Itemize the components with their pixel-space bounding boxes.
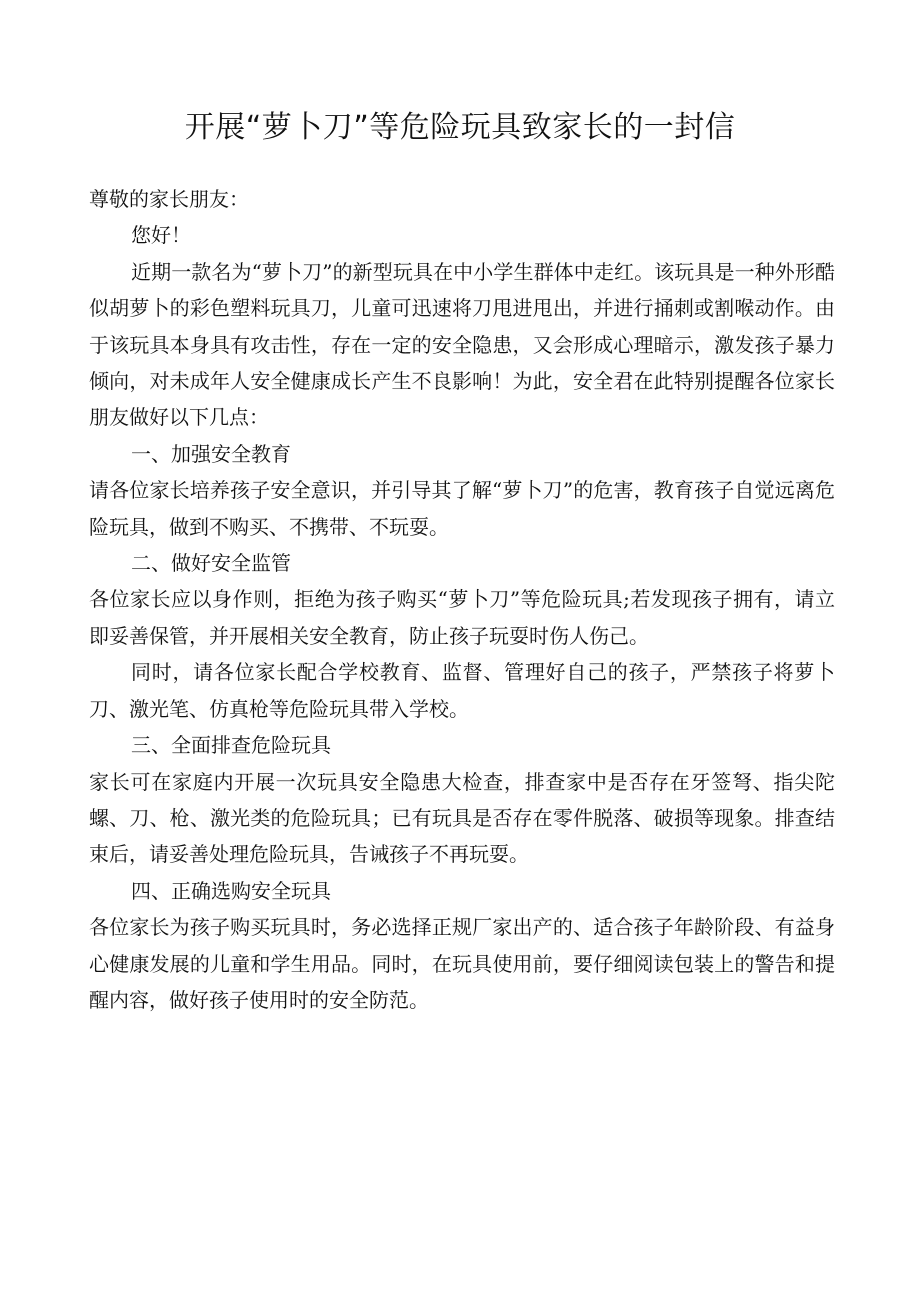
section-heading-2: 二、做好安全监管	[131, 551, 291, 576]
section-4-paragraph: 各位家长为孩子购买玩具时，务必选择正规厂家出产的、适合孩子年龄阶段、有益身心健康发展的儿童和学生用品。同时，在玩具使用前，要仔细阅读包装上的警告和提醒内容，做好孩子使用时的安全防范。	[89, 915, 835, 1012]
greeting: 您好！	[131, 223, 191, 248]
section-heading-3: 三、全面排查危险玩具	[131, 733, 331, 758]
section-3-paragraph: 家长可在家庭内开展一次玩具安全隐患大检查，排查家中是否存在牙签弩、指尖陀螺、刀、枪、激光类的危险玩具；已有玩具是否存在零件脱落、破损等现象。排查结束后，请妥善处理危险玩具，告诫孩子不再玩耍。	[89, 769, 835, 867]
section-1-paragraph: 请各位家长培养孩子安全意识，并引导其了解“萝卜刀”的危害，教育孩子自觉远离危险玩具，做到不购买、不携带、不玩耍。	[89, 478, 835, 539]
section-heading-4: 四、正确选购安全玩具	[131, 878, 331, 903]
document-body	[89, 181, 835, 1018]
section-2-paragraph: 各位家长应以身作则，拒绝为孩子购买“萝卜刀”等危险玩具;若发现孩子拥有，请立即妥善保管，并开展相关安全教育，防止孩子玩耍时伤人伤己。	[89, 587, 835, 648]
document-title: 开展“萝卜刀”等危险玩具致家长的一封信	[184, 110, 736, 145]
intro-paragraph: 近期一款名为“萝卜刀”的新型玩具在中小学生群体中走红。该玩具是一种外形酷似胡萝卜的彩色塑料玩具刀，儿童可迅速将刀甩进甩出，并进行捅刺或割喉动作。由于该玩具本身具有攻击性，存在一定的安全隐患，又会形成心理暗示，激发孩子暴力倾向，对未成年人安全健康成长产生不良影响！为此，安全君在此特别提醒各位家长朋友做好以下几点：	[89, 259, 835, 430]
section-2-paragraph-2: 同时，请各位家长配合学校教育、监督、管理好自己的孩子，严禁孩子将萝卜刀、激光笔、仿真枪等危险玩具带入学校。	[89, 660, 835, 721]
salutation: 尊敬的家长朋友：	[89, 187, 249, 211]
section-heading-1: 一、加强安全教育	[131, 441, 291, 466]
